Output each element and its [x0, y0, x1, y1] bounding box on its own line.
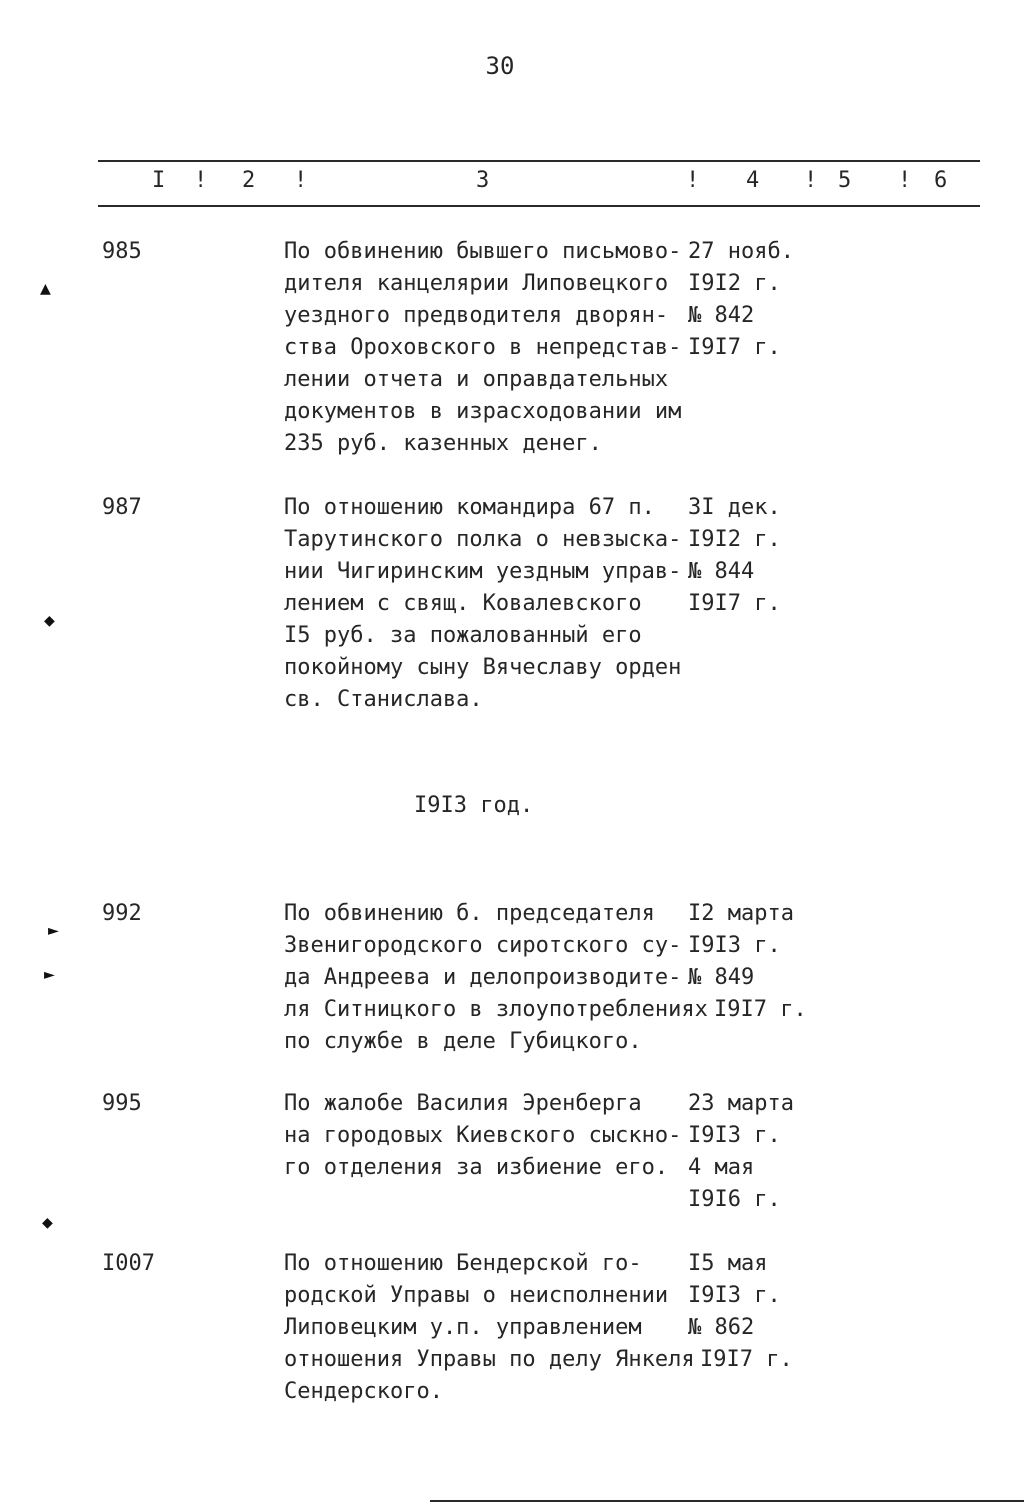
- date-line: 23 марта: [688, 1091, 794, 1116]
- record-dates: [688, 1088, 794, 1216]
- date-line: I9I7 г.: [688, 335, 781, 360]
- record-number: 985: [102, 239, 142, 264]
- description-line: ля Ситницкого в злоупотреблениях: [284, 997, 708, 1022]
- description-line: По обвинению бывшего письмово-: [284, 239, 682, 264]
- header-separator: !: [804, 168, 818, 193]
- description-line: Звенигородского сиротского су-: [284, 933, 682, 958]
- description-line: По отношению командира 67 п.: [284, 495, 655, 520]
- header-col-5: 5: [838, 168, 852, 193]
- header-col-4: 4: [746, 168, 760, 193]
- description-line: отношения Управы по делу Янкеля: [284, 1347, 695, 1372]
- header-top-rule: [98, 160, 980, 162]
- punch-hole-mark: ▲: [40, 278, 51, 299]
- header-separator: !: [194, 168, 208, 193]
- punch-hole-mark: ◆: [44, 610, 55, 631]
- description-line: уездного предводителя дворян-: [284, 303, 669, 328]
- description-line: По отношению Бендерской го-: [284, 1251, 642, 1276]
- record-description: [284, 898, 708, 1058]
- date-line: I9I2 г.: [688, 271, 781, 296]
- description-line: го отделения за избиение его.: [284, 1155, 669, 1180]
- header-col-1: I: [152, 168, 166, 193]
- date-line: I9I3 г.: [688, 1283, 781, 1308]
- description-line: лением с свящ. Ковалевского: [284, 591, 642, 616]
- record-dates: [688, 1248, 793, 1376]
- description-line: 235 руб. казенных денег.: [284, 431, 602, 456]
- page-number: 30: [485, 52, 515, 80]
- header-col-3: 3: [476, 168, 490, 193]
- description-line: дителя канцелярии Липовецкого: [284, 271, 669, 296]
- record-number: 987: [102, 495, 142, 520]
- date-line: I2 марта: [688, 901, 794, 926]
- description-line: родской Управы о неисполнении: [284, 1283, 669, 1308]
- description-line: Сендерского.: [284, 1379, 443, 1404]
- date-line: I9I6 г.: [688, 1187, 781, 1212]
- description-line: ства Ороховского в непредстав-: [284, 335, 682, 360]
- date-line: № 849: [688, 965, 755, 990]
- record-description: [284, 1248, 694, 1408]
- record-dates: [688, 492, 781, 620]
- description-line: покойному сыну Вячеславу орден: [284, 655, 682, 680]
- header-col-6: 6: [934, 168, 948, 193]
- description-line: лении отчета и оправдательных: [284, 367, 669, 392]
- record-description: [284, 492, 694, 716]
- description-line: на городовых Киевского сыскно-: [284, 1123, 682, 1148]
- date-line: I9I2 г.: [688, 527, 781, 552]
- date-line: I9I7 г.: [714, 997, 807, 1022]
- date-line: 3I дек.: [688, 495, 781, 520]
- description-line: по службе в деле Губицкого.: [284, 1029, 642, 1054]
- description-line: нии Чигиринским уездным управ-: [284, 559, 682, 584]
- date-line: I5 мая: [688, 1251, 768, 1276]
- punch-hole-mark: ◆: [42, 1212, 53, 1233]
- description-line: да Андреева и делопроизводите-: [284, 965, 682, 990]
- record-dates: [688, 898, 807, 1026]
- record-number: I007: [102, 1251, 155, 1276]
- header-separator: !: [898, 168, 912, 193]
- record-description: [284, 236, 694, 460]
- description-line: По жалобе Василия Эренберга: [284, 1091, 642, 1116]
- record-dates: [688, 236, 794, 364]
- header-separator: !: [686, 168, 700, 193]
- description-line: Тарутинского полка о невзыска-: [284, 527, 682, 552]
- date-line: I9I7 г.: [688, 591, 781, 616]
- description-line: По обвинению б. председателя: [284, 901, 655, 926]
- description-line: св. Станислава.: [284, 687, 483, 712]
- date-line: № 842: [688, 303, 755, 328]
- year-heading: I9I3 год.: [414, 793, 534, 818]
- description-line: Липовецким у.п. управлением: [284, 1315, 642, 1340]
- bottom-rule: [430, 1500, 1024, 1502]
- record-description: [284, 1088, 694, 1184]
- description-line: документов в израсходовании им: [284, 399, 682, 424]
- header-separator: !: [294, 168, 308, 193]
- date-line: 4 мая: [688, 1155, 755, 1180]
- description-line: I5 руб. за пожалованный его: [284, 623, 642, 648]
- table-header: [98, 168, 980, 198]
- date-line: I9I3 г.: [688, 1123, 781, 1148]
- date-line: I9I7 г.: [700, 1347, 793, 1372]
- record-number: 992: [102, 901, 142, 926]
- header-bottom-rule: [98, 205, 980, 207]
- date-line: № 844: [688, 559, 755, 584]
- date-line: 27 нояб.: [688, 239, 794, 264]
- date-line: I9I3 г.: [688, 933, 781, 958]
- date-line: № 862: [688, 1315, 755, 1340]
- punch-hole-mark: ►: [48, 920, 59, 941]
- header-col-2: 2: [242, 168, 256, 193]
- punch-hole-mark: ►: [44, 964, 55, 985]
- record-number: 995: [102, 1091, 142, 1116]
